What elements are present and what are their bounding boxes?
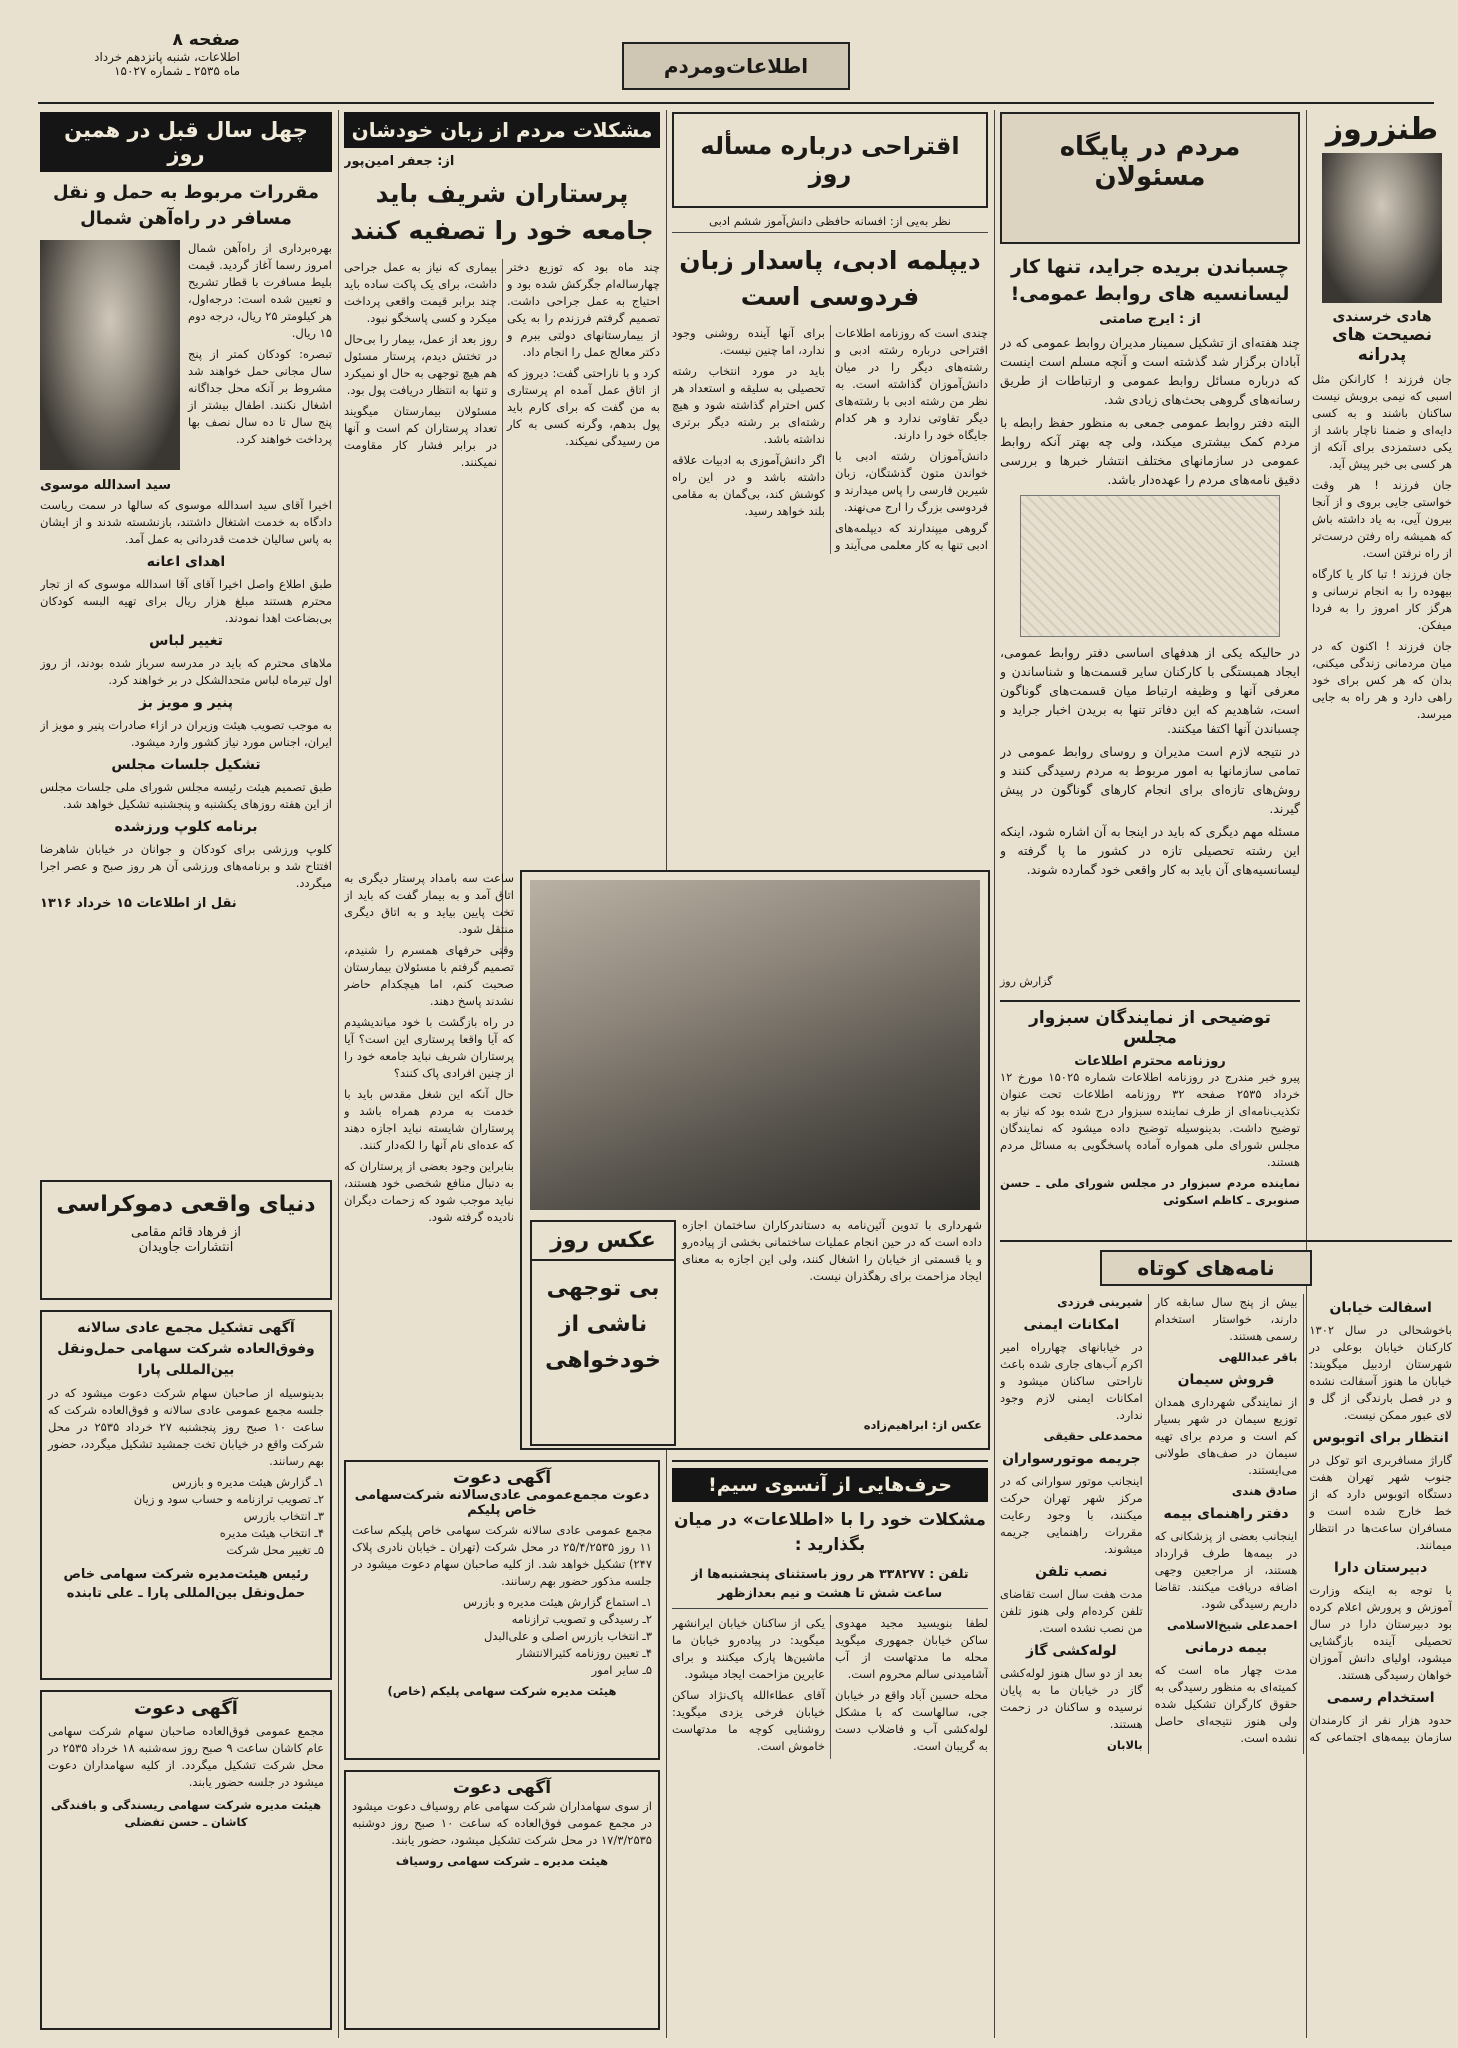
paragraph: کرد و با ناراحتی گفت: دیروز که از اتاق عمل آمده ام پرستاری به من گفت که برای کارم باید پول بدهم، وگرنه کسی به کار من رسیدگی نمیکند. xyxy=(507,366,660,448)
ad-item: ۱ـ گزارش هیئت مدیره و بازرس xyxy=(172,1475,324,1489)
paragraph: وقتی حرفهای همسرم را شنیدم، تصمیم گرفتم با مسئولان بیمارستان صحبت کنم، اما هیچکدام حاضر نشدند پاسخ دهند. xyxy=(344,943,514,1008)
letter-title: لوله‌کشی گاز xyxy=(1026,1643,1117,1659)
ad-rosiyaf xyxy=(344,1770,660,2030)
article-subline: نظر به‌یی از: افسانه حافظی دانش‌آموز ششم ادبی xyxy=(672,214,988,233)
letter-body: از نمایندگی شهرداری همدان توزیع سیمان در شهر بسیار کم است و مردم برای تهیه سیمان در صف‌های طولانی می‌ایستند. xyxy=(1154,1395,1298,1477)
paragraph: اگر دانش‌آموزی به ادبیات علاقه داشته باشد و در این راه کوشش کند، بی‌گمان به مقامی بلند خواهد رسید. xyxy=(672,453,825,518)
mardom-caption-byline: گزارش روز xyxy=(1000,975,1053,988)
letter-sign: احمدعلی شیخ‌الاسلامی xyxy=(1166,1618,1298,1632)
ad-sign: هیئت مدیره شرکت سهامی پلیکم (خاص) xyxy=(387,1684,617,1698)
ad-sign: هیئت مدیره ـ شرکت سهامی روسیاف xyxy=(395,1854,609,1868)
letter-body: مدت چهار ماه است که کمیته‌ای به منظور رسیدگی به حقوق کارگران تشکیل شده ولی هنوز نتیجه‌ای حاصل نشده است. xyxy=(1154,1663,1298,1745)
letter-body: حدود هزار نفر از کارمندان سازمان بیمه‌های اجتماعی که بیش از پنج سال سابقه کار دارند، خواستار استخدام رسمی هستند. xyxy=(1154,1295,1452,1744)
paragraph: گروهی میپندارند که دیپلمه‌های ادبی تنها به کار معلمی می‌آیند و برای آنها آینده روشنی وجود ندارد، اما چنین نیست. xyxy=(672,326,988,552)
paragraph: در راه بازگشت با خود میاندیشیدم که آیا واقعا پرستاری این است؟ آیا پرستاران شریف نباید جامعه خود را از چنین افرادی پاک کنند؟ xyxy=(344,1015,514,1080)
letter-body: در خیابانهای چهارراه امیر اکرم آب‌های جاری شده باعث ناراحتی ساکنان میشود و امکانات ایمنی لازم وجود ندارد. xyxy=(1000,1340,1143,1422)
ad-item: ۴ـ انتخاب هیئت مدیره xyxy=(219,1526,324,1540)
paragraph: دانش‌آموزان رشته ادبی با خواندن متون گذشتگان، زبان شیرین فارسی را پاس میدارند و فردوسی بزرگ را ارج می‌نهند. xyxy=(835,449,988,514)
ad-item: ۳ـ انتخاب بازرس xyxy=(243,1509,324,1523)
paragraph: ساعت سه بامداد پرستار دیگری به اتاق آمد و به بیمار گفت که باید از تخت پایین بیاید و به اتاق دیگری منتقل شود. xyxy=(344,871,514,936)
ad-item: ۲ـ رسیدگی و تصویب ترازنامه xyxy=(511,1612,652,1626)
column-eqterahi xyxy=(672,112,988,862)
letter-title: جریمه موتورسواران xyxy=(1002,1451,1141,1467)
column-rule xyxy=(338,110,339,2038)
letter-title: دفتر راهنمای بیمه xyxy=(1163,1506,1289,1522)
ad-body: بدینوسیله از صاحبان سهام شرکت دعوت میشود که در جلسه مجمع عمومی عادی سالانه و فوق‌العاده شرکت که ساعت ۱۰ صبح روز پنجشنبه ۲۷ خرداد ۲۵۳۵ در محل شرکت واقع در خیابان تخت جمشید تشکیل میگردد، حضور بهم رسانند. xyxy=(48,1386,325,1468)
subsection-title: اهدای اعانه xyxy=(146,554,226,570)
paragraph: جان فرزند ! کارانکن مثل اسبی که نیمی برویش نیست ساکنان باشند و به کسی دایه‌ای و ضمنا ناچار باشد از یکی دستمزدی برای آنکه از هر کسی بی خبر پیش آید. xyxy=(1312,372,1452,471)
author-portrait xyxy=(1322,153,1442,303)
paragraph: لطفا بنویسید مجید مهدوی ساکن خیابان جمهوری میگوید محله ما مدتهاست از آب آشامیدنی سالم محروم است. xyxy=(835,1616,988,1681)
letter-title: بیمه درمانی xyxy=(1184,1640,1268,1656)
column-chehel-sal xyxy=(40,112,332,1172)
ad-item: ۱ـ استماع گزارش هیئت مدیره و بازرس xyxy=(463,1595,652,1609)
paragraph: جان فرزند ! هر وقت خواستی جایی بروی و از آنجا بیرون آیی، به یاد داشته باش که همیشه راه رفتن درست‌تر از راه نرفتن است. xyxy=(1312,478,1452,560)
letter-sign: باقر عبداللهی xyxy=(1218,1350,1298,1364)
short-letters xyxy=(1000,1240,1452,2030)
mardom-logo xyxy=(1000,112,1300,244)
column-title: نصیحت های پدرانه xyxy=(1332,325,1432,365)
paragraph: آقای عطاءالله پاک‌نژاد ساکن خیابان فرخی یزدی میگوید: روشنایی کوچه ما مدتهاست خاموش است. xyxy=(672,1688,825,1753)
subsection-title: تغییر لباس xyxy=(149,633,223,649)
ad-item: ۵ـ سایر امور xyxy=(591,1663,652,1677)
paragraph: محله حسین آباد واقع در خیابان جی، سالهاست که با مشکل لوله‌کشی آب و فاضلاب دست به گریبان است. xyxy=(835,1688,988,1753)
aks-rooz-logo: عکس روز xyxy=(532,1222,674,1261)
notice-sub: روزنامه محترم اطلاعات xyxy=(1074,1054,1226,1069)
paragraph: مسئولان بیمارستان میگویند تعداد پرستاران کم است و آنها در برابر فشار کار مقاومت نمیکنند. xyxy=(344,404,497,469)
photo-credit: عکس از: ابراهیم‌زاده xyxy=(863,1418,982,1432)
letter-body: بعد از دو سال هنوز لوله‌کشی گاز در خیابان ما به پایان نرسیده و ساکنان در زحمت هستند. xyxy=(1000,1666,1143,1731)
letter-body: گاراژ مسافربری اتو توکل در جنوب شهر تهران هفت دستگاه اتوبوس دارد که از خط خارج شده است و مسافران ساعت‌ها در انتظار میمانند. xyxy=(1309,1453,1452,1552)
letter-body: مدت هفت سال است تقاضای تلفن کرده‌ام ولی هنوز تلفن من نصب نشده است. xyxy=(1000,1587,1143,1635)
logo-line-1: مردم در پایگاه xyxy=(1059,132,1241,162)
ad-item: ۵ـ تغییر محل شرکت xyxy=(226,1543,324,1557)
phone-column xyxy=(672,1460,988,2030)
letter-title: استخدام رسمی xyxy=(1326,1690,1435,1706)
letter-title: اسفالت خیابان xyxy=(1329,1300,1432,1316)
article-body xyxy=(672,325,988,554)
ad-item: ۲ـ تصویب ترازنامه و حساب سود و زیان xyxy=(133,1492,324,1506)
paragraph: بیماری که نیاز به عمل جراحی داشت، برای یک پاکت ساده باید چند برابر قیمت واقعی پرداخت میکرد و کسی پاسخگو نبود. xyxy=(344,260,497,325)
subsection-body: طبق تصمیم هیئت رئیسه مجلس شورای ملی جلسات مجلس از این هفته روزهای یکشنبه و پنجشنبه تشکیل خواهد شد. xyxy=(40,780,332,811)
byline: از : ایرج صامتی xyxy=(1099,312,1201,327)
article-headline: مقررات مربوط به حمل و نقل مسافر در راه‌آهن شمال xyxy=(52,182,320,229)
phone-title: مشکلات خود را با «اطلاعات» در میان بگذارید : xyxy=(674,1510,986,1555)
notice-sign: نماینده مردم سبزوار در مجلس شورای ملی ـ حسن صنوبری ـ کاظم اسکوئی xyxy=(1000,1176,1300,1207)
subsection-body: ملاهای محترم که باید در مدرسه سرباز شده بودند، از روز اول تیرماه لباس متحدالشکل در بر خواهند کرد. xyxy=(40,656,332,687)
masthead-rule xyxy=(38,102,1434,104)
ad-body: مجمع عمومی فوق‌العاده صاحبان سهام شرکت سهامی عام کاشان ساعت ۹ صبح روز سه‌شنبه ۱۸ خرداد ۲۵۳۵ در محل شرکت تشکیل میگردد. از کلیه سهامداران دعوت میشود در جلسه حضور یابند. xyxy=(48,1724,324,1789)
paragraph: بهره‌برداری از راه‌آهن شمال امروز رسما آغاز گردید. قیمت بلیط مسافرت با قطار تشریح و تعیین شده است: درجه‌اول، هر کیلومتر ۲۵ ریال، درجه دوم ۱۵ ریال. xyxy=(188,241,332,340)
street-photo xyxy=(530,880,980,1210)
paragraph: چندی است که روزنامه اطلاعات اقتراحی درباره رشته ادبی و رشته‌های دیگر را در میان دانش‌آموزان گذاشته است. به نظر من رشته ادبی با رشته‌های دیگر تفاوتی ندارد و هر کدام جایگاه خود را دارند. xyxy=(835,326,988,442)
cartoon-illustration xyxy=(1020,495,1280,637)
paragraph: تبصره: کودکان کمتر از پنج سال مجانی حمل خواهند شد مشروط بر آنکه محل جداگانه اشغال نکنند. اطفال بیشتر از پنج سال تا ده سال نصف بها پرداخت خواهند کرد. xyxy=(188,347,332,446)
ad-title: آگهی تشکیل مجمع عادی سالانه وفوق‌العاده شرکت سهامی حمل‌ونقل بین‌المللی پارا xyxy=(57,1320,315,1378)
letter-sign: شیرینی فرزدی xyxy=(1057,1295,1143,1309)
column-rule xyxy=(994,110,995,2038)
ad-kashan xyxy=(40,1690,332,2030)
section-title: اطلاعات‌ومردم xyxy=(622,42,850,90)
byline: از: جعفر امین‌پور xyxy=(344,154,455,169)
subsection-title: پنیر و مویز بز xyxy=(138,695,234,711)
ad-subtitle: دعوت مجمع‌عمومی عادی‌سالانه شرکت‌سهامی خاص پلیکم xyxy=(354,1488,650,1518)
article-subheadline: دیپلمه ادبی، پاسدار زبان فردوسی است xyxy=(679,246,981,311)
ad-body: مجمع عمومی عادی سالانه شرکت سهامی خاص پلیکم ساعت ۱۱ روز ۲۵/۴/۲۵۳۵ در محل شرکت (تهران ـ خیابان نادری پلاک ۲۴۷) تشکیل خواهد شد. از کلیه صاحبان سهام دعوت میشود در جلسه مذکور حضور بهم رسانند. xyxy=(352,1523,652,1588)
ad-body: از سوی سهامداران شرکت سهامی عام روسیاف دعوت میشود در مجمع عمومی فوق‌العاده که ساعت ۱۰ صبح روز دوشنبه ۱۷/۳/۲۵۳۵ در محل شرکت تشکیل میشود، حضور یابند. xyxy=(352,1799,652,1847)
letters-columns xyxy=(1000,1294,1452,1754)
subsection-body: به موجب تصویب هیئت وزیران در ازاء صادرات پنیر و مویز از ایران، اجناس مورد نیاز کشور وارد میشود. xyxy=(40,718,332,749)
book-ad xyxy=(40,1180,332,1300)
letters-title: نامه‌های کوتاه xyxy=(1100,1250,1312,1286)
logo-line-2: مسئولان xyxy=(1094,162,1206,192)
issue-line: ماه ۲۵۳۵ ـ شماره ۱۵۰۲۷ xyxy=(114,64,240,78)
book-title: دنیای واقعی دموکراسی xyxy=(56,1192,316,1217)
tanz-rooz-logo: طنزروز xyxy=(1325,112,1439,147)
paragraph: مسئله مهم دیگری که باید در اینجا به آن اشاره شود، اینکه این رشته تحصیلی تازه در کشور ما پا گرفته و لیسانسیه‌های آن باید به کار واقعی خود گمارده شوند. xyxy=(1000,824,1300,877)
ad-title: آگهی دعوت xyxy=(134,1698,238,1719)
article-headline: چسباندن بریده جراید، تنها کار لیسانسیه های روابط عمومی! xyxy=(1010,256,1290,305)
column-mardom xyxy=(1000,112,1300,992)
letter-body: با توجه به اینکه وزارت آموزش و پرورش اعلام کرده بود دبیرستان دارا در سال تحصیلی آینده بازگشایی میشود، اولیای دانش آموزان خواهان رسیدگی هستند. xyxy=(1309,1583,1452,1682)
ad-title: آگهی دعوت xyxy=(452,1778,552,1798)
paragraph: باید در مورد انتخاب رشته تحصیلی به سلیقه و استعداد هر کس احترام گذاشته شود و هیچ رشته‌ای بر رشته دیگر برتری نداشته باشد. xyxy=(672,364,825,446)
book-author: از فرهاد قائم مقامی xyxy=(130,1225,242,1240)
ad-para xyxy=(40,1310,332,1680)
phone-letters xyxy=(672,1615,988,1759)
photo-caption: شهرداری با تدوین آئین‌نامه به دستاندرکاران ساختمان اجازه داده است که در حین انجام عملیات ساختمانی بخشی از پیاده‌رو و یا قسمتی از خیابان را اشغال کنند، ولی این اجازه به معنای ایجاد مزاحمت برای رهگذران نیست. xyxy=(682,1218,982,1283)
article-headline: اقتراحی درباره مسأله روز xyxy=(672,112,988,208)
paragraph: جان فرزند ! تبا کار یا کارگاه بیهوده را به انجام نرسانی و هرگز کار امروز را به فردا میفکن. xyxy=(1312,567,1452,632)
author-name: هادی خرسندی xyxy=(1332,309,1432,325)
letter-sign: بالابان xyxy=(1107,1738,1143,1752)
ad-sign: هیئت مدیره شرکت سهامی ریسندگی و بافندگی کاشان ـ حسن تفضلی xyxy=(50,1798,322,1829)
column-banner: مشکلات مردم از زبان خودشان xyxy=(344,112,660,148)
subsection-body: طبق اطلاع واصل اخیرا آقای آقا اسدالله موسوی که از تجار محترم هستند مبلغ هزار ریال برای تهیه البسه کودکان بی‌بضاعت اهدا نمودند. xyxy=(40,577,332,625)
paragraph: در حالیکه یکی از هدفهای اساسی دفتر روابط عمومی، ایجاد همبستگی با کارکنان سایر قسمت‌ها و شناساندن و معرفی آنها و وظیفه ارتباط میان قسمت‌های گوناگون است، شاهدیم که این دفاتر تنها به بریدن اخبار جراید و چسباندن آنها اکتفا میکنند. xyxy=(1000,645,1300,736)
letter-title: فروش سیمان xyxy=(1177,1372,1275,1388)
moshkelat-continued xyxy=(344,870,514,1470)
ad-sign: رئیس هیئت‌مدیره شرکت سهامی خاص حمل‌ونقل بین‌المللی پارا ـ علی تابنده xyxy=(63,1567,309,1601)
letter-title: انتظار برای اتوبوس xyxy=(1312,1430,1449,1446)
paragraph: در نتیجه لازم است مدیران و روسای روابط عمومی در تمامی سازمانها به امور مربوط به مردم رسیدگی کنند و روش‌های تازه‌ای برای انجام کارهای گوناگون در پیش گیرند. xyxy=(1000,744,1300,816)
paragraph: بنابراین وجود بعضی از پرستاران که به دنبال منافع شخصی خود هستند، نباید موجب شود که زحمات دیگران نادیده گرفته شود. xyxy=(344,1159,514,1224)
phone-banner: حرف‌هایی از آنسوی سیم! xyxy=(672,1468,988,1502)
kaveh-title: برنامه کلوپ ورزشده xyxy=(114,819,258,835)
notice-body: پیرو خبر مندرج در روزنامه اطلاعات شماره ۱۵۰۲۵ مورخ ۱۲ خرداد ۲۵۳۵ صفحه ۳۲ روزنامه اطلاعات تحت عنوان تکذیب‌نامه‌ای از طرف نماینده سبزوار درج شده بود که نیاز به توضیح داشت. بدینوسیله توضیح داده میشود که نمایندگان مجلس شورای ملی همواره آماده پاسخگویی به مسائل مردم هستند. xyxy=(1000,1070,1300,1169)
article-headline: پرستاران شریف باید جامعه خود را تصفیه کنند xyxy=(350,179,654,245)
portrait-caption: سید اسدالله موسوی xyxy=(40,478,171,493)
kaveh-body: کلوپ ورزشی برای کودکان و جوانان در خیابان شاهرضا افتتاح شد و برنامه‌های ورزشی آن هر روز صبح و عصر اجرا میگردد. xyxy=(40,842,332,890)
paragraph: روز بعد از عمل، بیمار را بی‌حال در تختش دیدم، پرستار مسئول هم هیچ توجهی به حال او نمیکرد و تنها به انتظار دریافت پول بود. xyxy=(344,332,497,397)
notice-title: توضیحی از نمایندگان سبزوار مجلس xyxy=(1029,1008,1271,1048)
aks-rooz-headline: بی توجهی ناشی از خودخواهی xyxy=(545,1276,661,1373)
paragraph: یکی از ساکنان خیابان ایرانشهر میگوید: در پیاده‌رو خیابان ما ماشین‌ها پارک میکنند و برای عابرین مزاحمت ایجاد میشود. xyxy=(672,1616,825,1681)
letter-sign: محمدعلی حقیقی xyxy=(1043,1429,1143,1443)
paragraph: حال آنکه این شغل مقدس باید با خدمت به مردم همراه باشد و پرستاران شایسته نباید اجازه دهند که عده‌ای نام آنها را لکه‌دار کنند. xyxy=(344,1087,514,1152)
subsection-title: تشکیل جلسات مجلس xyxy=(111,757,261,773)
book-publisher: انتشارات جاویدان xyxy=(138,1240,234,1255)
source-note: نقل از اطلاعات ۱۵ خرداد ۱۳۱۶ xyxy=(40,896,237,911)
ad-item: ۴ـ تعیین روزنامه کثیرالانتشار xyxy=(516,1646,652,1660)
sabzevar-notice xyxy=(1000,1000,1300,1230)
date-line: اطلاعات، شنبه پانزدهم خرداد xyxy=(94,50,240,64)
letter-sign: صادق هندی xyxy=(1231,1484,1298,1498)
letter-body: اینجانب بعضی از پزشکانی که در بیمه‌ها طرف قرارداد هستند، از مراجعین وجهی اضافه دریافت میکنند. تقاضا داریم رسیدگی شود. xyxy=(1154,1529,1298,1611)
photo-block xyxy=(520,870,990,1450)
article-body-upper xyxy=(344,259,660,959)
aks-rooz-box xyxy=(530,1220,676,1446)
letter-title: نصب تلفن xyxy=(1035,1564,1108,1580)
page-label: صفحه ۸ xyxy=(172,30,240,50)
letter-body: باخوشحالی در سال ۱۳۰۲ کارکنان خیابان بوعلی در شهرستان اردبیل میگویند: خیابان ما هنوز آسفالت نشده و در فصل بارندگی از گل و لای عبور ممکن نیست. xyxy=(1309,1323,1452,1422)
portrait-photo xyxy=(40,240,180,470)
paragraph: چند هفته‌ای از تشکیل سمینار مدیران روابط عمومی که در آبادان برگزار شد گذشته است و آنچه مسلم است اینست که درباره مسائل روابط عمومی و ارتباطات از طریق رسانه‌های گروهی بحث‌های زیادی شد. xyxy=(1000,335,1300,407)
page-info xyxy=(40,30,240,90)
letter-title: امکانات ایمنی xyxy=(1023,1317,1120,1333)
column-banner: چهل سال قبل در همین روز xyxy=(40,112,332,172)
paragraph: البته دفتر روابط عمومی جمعی به منظور حفظ رابطه با مردم کمک بیشتری میکند، ولی چه بهتر آنکه روابط عمومی در سازمانهای مختلف انتشار خبرها و بررسی دقیق نامه‌های مردم را عهده‌دار باشد. xyxy=(1000,415,1300,487)
letter-title: دبیرستان دارا xyxy=(1334,1560,1428,1576)
ad-polycom xyxy=(344,1460,660,1760)
paragraph: چند ماه بود که توزیع دختر چهارساله‌ام جگرکش شده بود و احتیاج به عمل جراحی داشت. تصمیم گرفتم فرزندم را به یکی از بیمارستانهای دولتی ببرم و دکتر معالج عمل را انجام داد. xyxy=(507,260,660,359)
ad-title: آگهی دعوت xyxy=(452,1468,552,1488)
paragraph: جان فرزند ! اکنون که در میان مردمانی زندگی میکنی، بدان که هر کس برای خود راهی دارد و هر راه به جایی میرسد. xyxy=(1312,639,1452,721)
portrait-text: اخیرا آقای سید اسدالله موسوی که سالها در سمت ریاست دادگاه به خدمت اشتغال داشتند، بازنشسته شدند و از ایشان به پاس سالیان خدمت قدردانی به عمل آمد. xyxy=(40,498,332,546)
phone-number[interactable]: تلفن : ۳۳۸۲۷۷ هر روز باستثنای پنجشنبه‌ها از ساعت شش تا هشت و نیم بعدازظهر xyxy=(672,1564,988,1609)
ad-item: ۳ـ انتخاب بازرس اصلی و علی‌البدل xyxy=(483,1629,652,1643)
letter-body: اینجانب موتور سوارانی که در مرکز شهر تهران حرکت میکنند، با وجود رعایت مقررات راهنمایی جریمه میشوند. xyxy=(1000,1474,1143,1556)
